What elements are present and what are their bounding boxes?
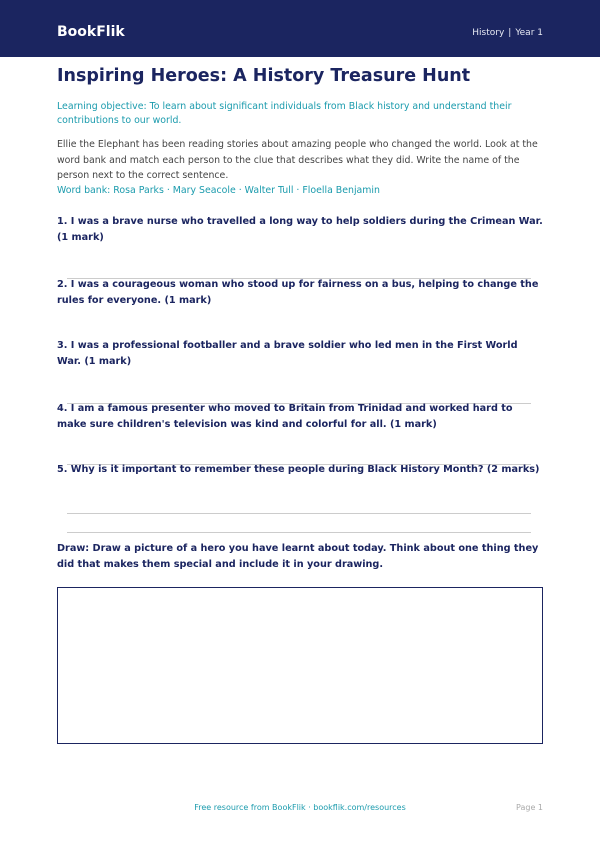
question-2: 2. I was a courageous woman who stood up for fairness on a bus, helping to change the rules for everyone. (1 mark) bbox=[57, 279, 539, 306]
page-title: Inspiring Heroes: A History Treasure Hunt bbox=[57, 66, 471, 86]
breadcrumb-year: Year 1 bbox=[515, 28, 543, 38]
learning-objective: Learning objective: To learn about significant individuals from Black history and understand their contributions to our world. bbox=[57, 101, 512, 126]
word-bank: Word bank: Rosa Parks · Mary Seacole · Walter Tull · Floella Benjamin bbox=[57, 185, 380, 196]
brand-logo[interactable]: BookFlik bbox=[57, 24, 125, 40]
question-4: 4. I am a famous presenter who moved to Britain from Trinidad and worked hard to make sure children's television was kind and colorful for all. (1 mark) bbox=[57, 403, 513, 430]
drawing-box[interactable] bbox=[57, 587, 543, 744]
question-5: 5. Why is it important to remember these people during Black History Month? (2 marks) bbox=[57, 464, 540, 475]
footer-text: Free resource from BookFlik · bookflik.com/resources bbox=[194, 803, 406, 812]
draw-task: Draw: Draw a picture of a hero you have learnt about today. Think about one thing they did that makes them special and include it in your drawing. bbox=[57, 543, 539, 570]
breadcrumb-subject: History bbox=[472, 28, 505, 38]
breadcrumb-separator: | bbox=[508, 28, 512, 38]
breadcrumb bbox=[472, 28, 543, 38]
answer-line-5b[interactable] bbox=[67, 532, 531, 533]
header-bar bbox=[0, 0, 600, 57]
page-number: Page 1 bbox=[516, 803, 543, 812]
question-3: 3. I was a professional footballer and a brave soldier who led men in the First World War. (1 mark) bbox=[57, 340, 518, 367]
answer-line-5a[interactable] bbox=[67, 513, 531, 514]
question-1: 1. I was a brave nurse who travelled a long way to help soldiers during the Crimean War. (1 mark) bbox=[57, 216, 543, 243]
intro-text: Ellie the Elephant has been reading stories about amazing people who changed the world. Look at the word bank and match each person to the clue that describes what they did. Write the name of the person next to the correct sentence. bbox=[57, 139, 538, 181]
